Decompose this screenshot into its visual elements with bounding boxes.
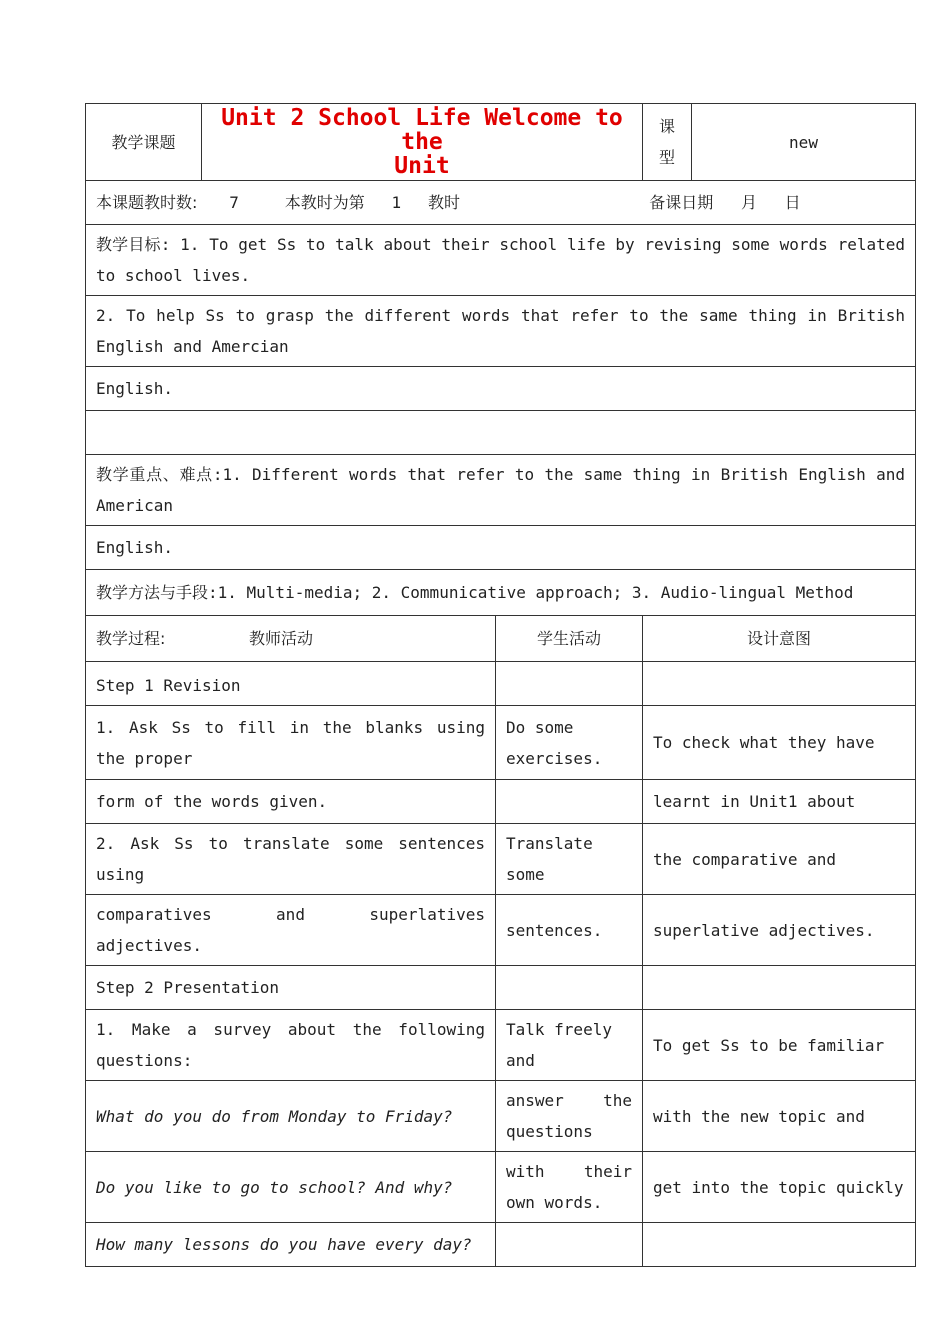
student-cell <box>496 662 643 706</box>
current-period-prefix: 本教时为第 <box>284 193 365 212</box>
student-cell <box>496 780 643 824</box>
table-row <box>86 780 916 824</box>
teacher-activity-header: 教师活动 <box>249 629 314 648</box>
blank-row <box>86 411 916 455</box>
type-label: 课型 <box>643 104 692 181</box>
total-periods-label: 本课题教时数: <box>96 193 198 212</box>
design-cell: with the new topic and <box>643 1081 916 1152</box>
teacher-cell: What do you do from Monday to Friday? <box>86 1081 496 1152</box>
teacher-cell: 1. Make a survey about the following questions: <box>86 1010 496 1081</box>
topic-label: 教学课题 <box>86 104 202 181</box>
type-value: new <box>692 104 916 181</box>
design-cell <box>643 1223 916 1267</box>
student-cell: answer the questions <box>496 1081 643 1152</box>
month-label: 月 <box>740 193 757 212</box>
lesson-title-line1: Unit 2 School Life Welcome to the <box>221 105 623 155</box>
student-cell: with their own words. <box>496 1152 643 1223</box>
table-row <box>86 895 916 966</box>
methods-row: 教学方法与手段:1. Multi-media; 2. Communicative approach; 3. Audio-lingual Method <box>86 570 916 616</box>
teacher-cell: Do you like to go to school? And why? <box>86 1152 496 1223</box>
design-cell: To check what they have <box>643 706 916 780</box>
student-cell: Do some exercises. <box>496 706 643 780</box>
design-cell: superlative adjectives. <box>643 895 916 966</box>
design-cell: the comparative and <box>643 824 916 895</box>
objectives-line3: English. <box>86 367 916 411</box>
process-label: 教学过程: <box>96 629 166 648</box>
table-row <box>86 706 916 780</box>
teacher-cell: form of the words given. <box>86 780 496 824</box>
objectives-line1: 教学目标: 1. To get Ss to talk about their school life by revising some words related to school lives. <box>86 225 916 296</box>
periods-row <box>86 181 916 225</box>
student-cell: Talk freely and <box>496 1010 643 1081</box>
day-label: 日 <box>784 193 801 212</box>
current-period-value: 1 <box>391 193 402 212</box>
key-points-line1: 教学重点、难点:1. Different words that refer to the same thing in British English and American <box>86 455 916 526</box>
design-cell <box>643 966 916 1010</box>
prep-date-label: 备课日期 <box>649 193 714 212</box>
lesson-plan-page <box>85 103 915 1267</box>
current-period-suffix: 教时 <box>427 193 460 212</box>
student-activity-header: 学生活动 <box>496 616 643 662</box>
student-cell <box>496 966 643 1010</box>
teacher-cell: 2. Ask Ss to translate some sentences using <box>86 824 496 895</box>
key-points-line2: English. <box>86 526 916 570</box>
lesson-title-line2: Unit <box>394 153 450 179</box>
design-intent-header: 设计意图 <box>643 616 916 662</box>
design-cell <box>643 662 916 706</box>
table-row <box>86 1152 916 1223</box>
lesson-title <box>202 104 643 181</box>
total-periods-value: 7 <box>229 193 239 212</box>
teacher-cell: comparatives and superlatives adjectives. <box>86 895 496 966</box>
table-row <box>86 1010 916 1081</box>
student-cell <box>496 1223 643 1267</box>
lesson-plan-table <box>85 103 916 1267</box>
design-cell: learnt in Unit1 about <box>643 780 916 824</box>
table-row <box>86 966 916 1010</box>
process-header-teacher <box>86 616 496 662</box>
table-row <box>86 1081 916 1152</box>
student-cell: sentences. <box>496 895 643 966</box>
teacher-cell: Step 1 Revision <box>86 662 496 706</box>
design-cell: To get Ss to be familiar <box>643 1010 916 1081</box>
objectives-line2: 2. To help Ss to grasp the different words that refer to the same thing in British English and Amercian <box>86 296 916 367</box>
teacher-cell: How many lessons do you have every day? <box>86 1223 496 1267</box>
table-row <box>86 662 916 706</box>
table-row <box>86 824 916 895</box>
teacher-cell: 1. Ask Ss to fill in the blanks using the proper <box>86 706 496 780</box>
student-cell: Translate some <box>496 824 643 895</box>
table-row <box>86 1223 916 1267</box>
design-cell: get into the topic quickly <box>643 1152 916 1223</box>
teacher-cell: Step 2 Presentation <box>86 966 496 1010</box>
